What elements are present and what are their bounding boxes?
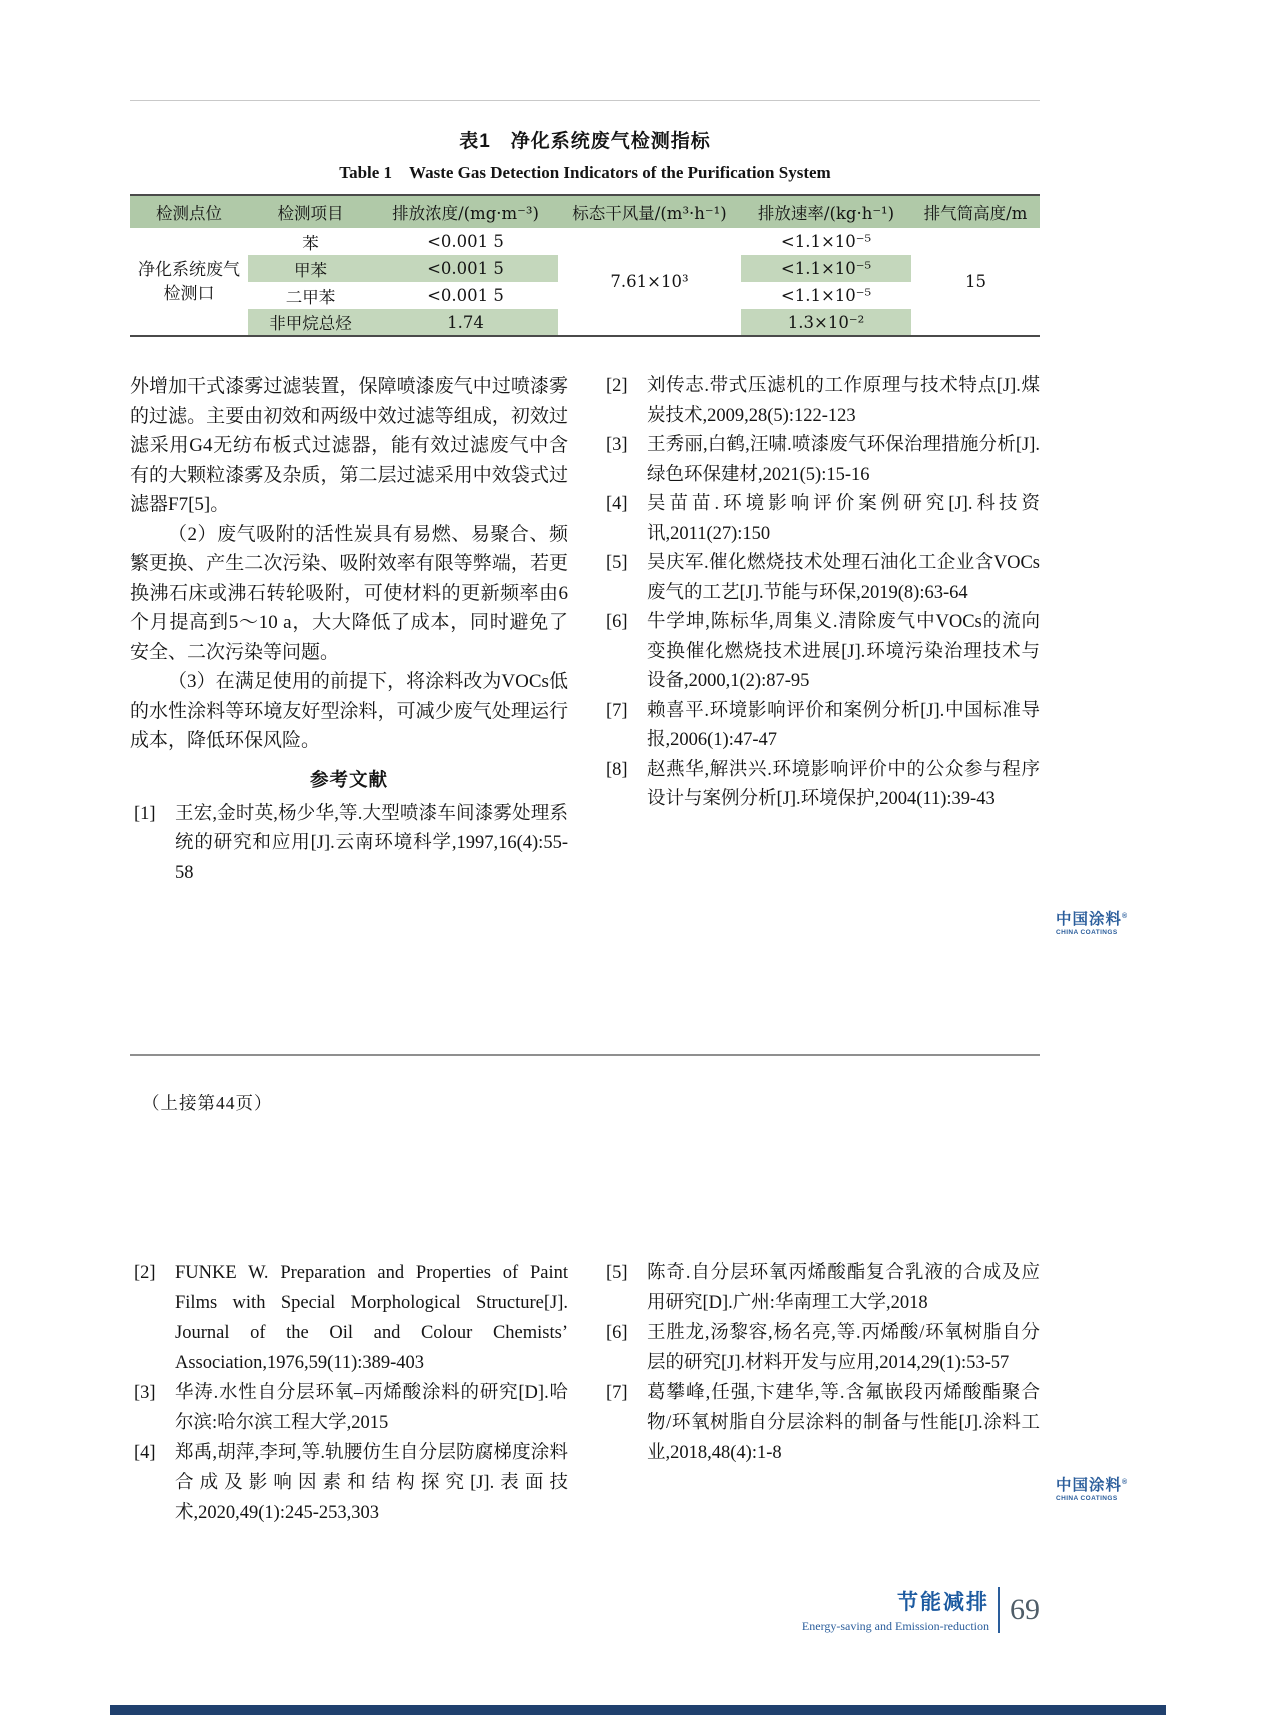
table-row (130, 228, 1040, 255)
table-title-cn: 表1 净化系统废气检测指标 (459, 131, 711, 152)
reference-item (130, 1438, 568, 1528)
reference-number: [6] (606, 612, 628, 632)
reference-item (130, 800, 568, 889)
top-divider (130, 100, 1040, 101)
cell-item: 苯 (302, 233, 319, 253)
header-flow: 标态干风量/(m³·h⁻¹) (558, 195, 741, 228)
section-divider (130, 1054, 1040, 1056)
cell-conc: <0.001 5 (427, 232, 504, 251)
logo-en-text: CHINA COATINGS (1056, 1495, 1118, 1503)
reference-text: 陈奇.自分层环氧丙烯酸酯复合乳液的合成及应用研究[D].广州:华南理工大学,2018 (647, 1263, 1040, 1313)
cell-conc: 1.74 (373, 309, 558, 336)
cell-item: 非甲烷总烃 (248, 309, 373, 336)
cell-rate: 1.3×10⁻² (741, 309, 911, 336)
reference-text: 刘传志.带式压滤机的工作原理与技术特点[J].煤炭技术,2009,28(5):122-123 (647, 376, 1040, 426)
page-footer (802, 1586, 1040, 1634)
waste-gas-table (130, 194, 1040, 337)
header-stack-height: 排气筒高度/m (911, 195, 1040, 228)
article2-left-column (130, 1258, 568, 1528)
reference-text: 吴庆军.催化燃烧技术处理石油化工企业含VOCs废气的工艺[J].节能与环保,2019(8):63-64 (647, 553, 1040, 603)
continued-from-note: （上接第44页） (142, 1093, 273, 1113)
article2-right-column (602, 1258, 1040, 1528)
reference-item (602, 490, 1040, 549)
cell-rate: <1.1×10⁻⁵ (780, 286, 872, 305)
reference-item (602, 1258, 1040, 1318)
journal-name-cn: 节能减排 (897, 1591, 989, 1614)
reference-item (602, 1318, 1040, 1378)
china-coatings-logo (1056, 1477, 1136, 1502)
logo-en-text: CHINA COATINGS (1056, 929, 1118, 937)
reference-number: [3] (134, 1383, 156, 1403)
reference-number: [2] (134, 1263, 156, 1283)
reference-text: 葛攀峰,任强,卞建华,等.含氟嵌段丙烯酸酯聚合物/环氧树脂自分层涂料的制备与性能[J].涂料工业,2018,48(4):1-8 (647, 1383, 1040, 1463)
reference-number: [4] (606, 494, 628, 514)
reference-number: [7] (606, 1383, 628, 1403)
journal-name (802, 1586, 998, 1634)
header-rate: 排放速率/(kg·h⁻¹) (741, 195, 911, 228)
table1-section (130, 126, 1040, 337)
page-number: 69 (1010, 1593, 1040, 1626)
cell-rate: <1.1×10⁻⁵ (741, 255, 911, 282)
cell-conc: <0.001 5 (427, 286, 504, 305)
reference-item (602, 697, 1040, 756)
reference-text: 赖喜平.环境影响评价和案例分析[J].中国标准导报,2006(1):47-47 (647, 700, 1040, 750)
reference-text: 王秀丽,白鹤,汪啸.喷漆废气环保治理措施分析[J].绿色环保建材,2021(5):15-16 (647, 435, 1040, 485)
paragraph: 外增加干式漆雾过滤装置，保障喷漆废气中过喷漆雾的过滤。主要由初效和两级中效过滤等组成，初效过滤采用G4无纺布板式过滤器，能有效过滤废气中含有的大颗粒漆雾及杂质，第二层过滤采用中效袋式过滤器F7[5]。 (130, 376, 568, 515)
reference-number: [7] (606, 700, 628, 721)
article1-columns (130, 372, 1040, 888)
reference-item (602, 372, 1040, 431)
cell-item: 甲苯 (248, 255, 373, 282)
reference-number: [4] (134, 1443, 156, 1463)
reference-item (130, 1378, 568, 1438)
article1-left-column (130, 372, 568, 888)
reference-item (602, 431, 1040, 490)
cell-rate: <1.1×10⁻⁵ (780, 232, 872, 251)
registered-mark: ® (1122, 912, 1129, 920)
registered-mark: ® (1122, 1478, 1129, 1486)
reference-item (602, 549, 1040, 608)
reference-number: [8] (606, 759, 628, 780)
article1-right-column (602, 372, 1040, 888)
reference-text: 华涛.水性自分层环氧–丙烯酸涂料的研究[D].哈尔滨:哈尔滨工程大学,2015 (175, 1383, 568, 1433)
cell-item: 二甲苯 (285, 287, 336, 307)
reference-number: [3] (606, 435, 628, 455)
reference-text: 牛学坤,陈标华,周集义.清除废气中VOCs的流向变换催化燃烧技术进展[J].环境污染治理技术与设备,2000,1(2):87-95 (647, 612, 1040, 691)
reference-item (602, 756, 1040, 815)
header-site: 检测点位 (130, 195, 248, 228)
reference-number: [6] (606, 1323, 628, 1343)
cell-stack-height: 15 (965, 272, 986, 291)
logo-cn-text: 中国涂料® (1056, 911, 1129, 928)
reference-number: [5] (606, 1263, 628, 1283)
paragraph: （2）废气吸附的活性炭具有易燃、易聚合、频繁更换、产生二次污染、吸附效率有限等弊端，若更换沸石床或沸石转轮吸附，可使材料的更新频率由6个月提高到5～10 a，大大降低了成本，同时避免了安全、二次污染等问题。 (130, 523, 568, 663)
table-title-en: Table 1 Waste Gas Detection Indicators of the Purification System (339, 163, 831, 182)
reference-item (602, 1378, 1040, 1468)
header-item: 检测项目 (248, 195, 373, 228)
cell-conc: <0.001 5 (373, 255, 558, 282)
reference-text: FUNKE W. Preparation and Properties of Paint Films with Special Morphological Structure[J]. Journal of the Oil and Colour Chemists’ Association,1976,59(11):389-403 (175, 1263, 568, 1373)
reference-text: 赵燕华,解洪兴.环境影响评价中的公众参与程序设计与案例分析[J].环境保护,2004(11):39-43 (647, 759, 1040, 809)
reference-item (602, 608, 1040, 697)
reference-text: 吴苗苗.环境影响评价案例研究[J].科技资讯,2011(27):150 (647, 494, 1040, 544)
bottom-accent-bar (110, 1705, 1166, 1715)
reference-text: 王宏,金时英,杨少华,等.大型喷漆车间漆雾处理系统的研究和应用[J].云南环境科学,1997,16(4):55-58 (175, 803, 568, 883)
reference-text: 郑禹,胡萍,李珂,等.轨腰仿生自分层防腐梯度涂料合成及影响因素和结构探究[J].表面技术,2020,49(1):245-253,303 (175, 1443, 568, 1523)
reference-item (130, 1258, 568, 1378)
header-concentration: 排放浓度/(mg·m⁻³) (373, 195, 558, 228)
reference-number: [5] (606, 553, 628, 573)
journal-name-en: Energy-saving and Emission-reduction (801, 1619, 989, 1633)
cell-flow: 7.61×10³ (610, 272, 689, 291)
table-header-row (130, 195, 1040, 228)
article2-columns (130, 1258, 1040, 1528)
logo-cn-text: 中国涂料® (1056, 1477, 1129, 1494)
china-coatings-logo (1056, 911, 1136, 936)
cell-site: 净化系统废气检测口 (138, 259, 240, 304)
reference-number: [1] (134, 803, 156, 824)
reference-number: [2] (606, 376, 628, 396)
references-heading: 参考文献 (309, 768, 388, 790)
paragraph: （3）在满足使用的前提下，将涂料改为VOCs低的水性涂料等环境友好型涂料，可减少废气处理运行成本，降低环保风险。 (130, 671, 568, 751)
reference-text: 王胜龙,汤黎容,杨名亮,等.丙烯酸/环氧树脂自分层的研究[J].材料开发与应用,2014,29(1):53-57 (647, 1323, 1040, 1373)
